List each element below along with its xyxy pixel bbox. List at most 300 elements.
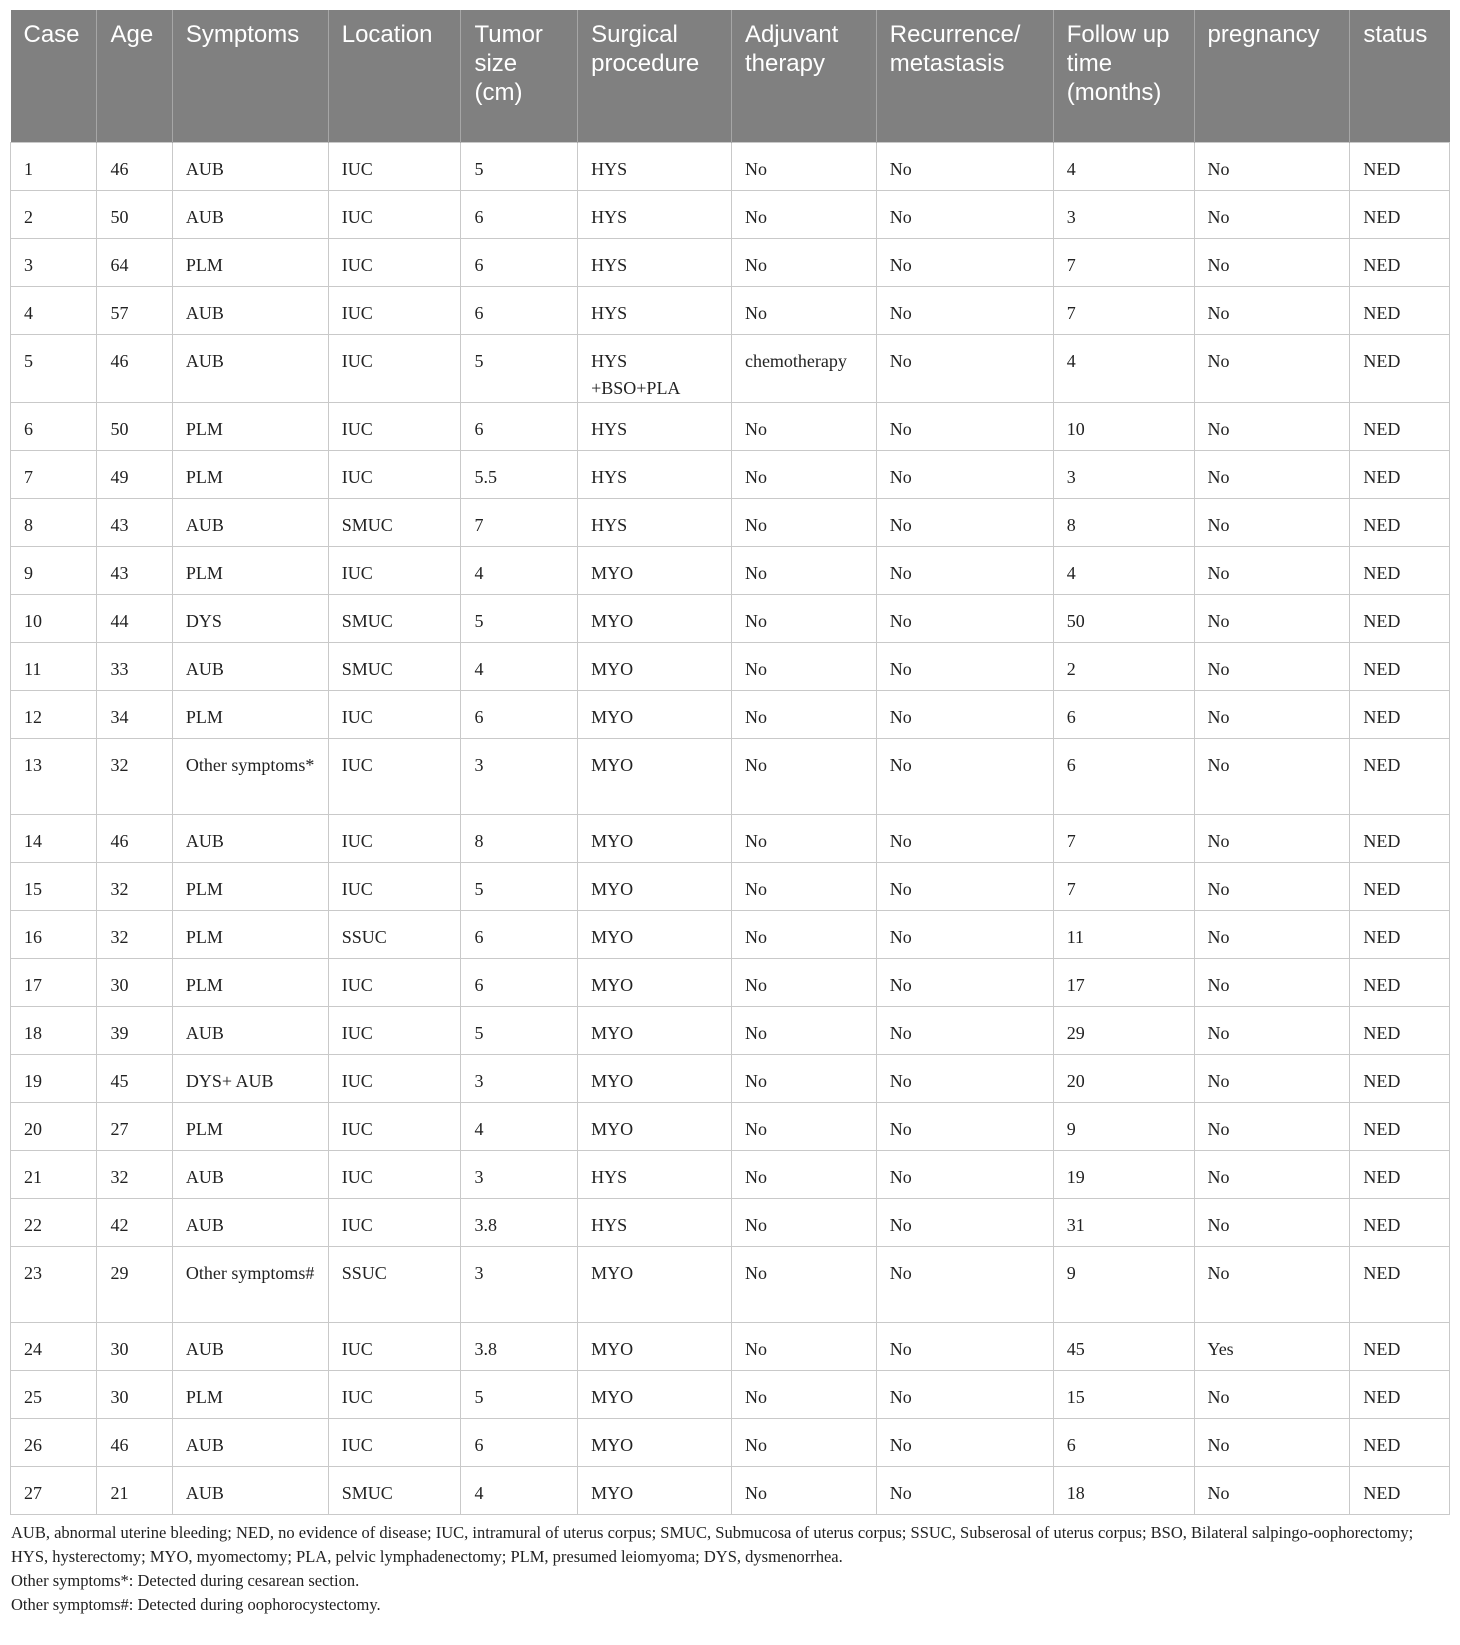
- cell-adjuvant-therapy: No: [731, 402, 876, 450]
- cell-case: 11: [11, 642, 97, 690]
- cell-tumor-size: 5: [461, 862, 578, 910]
- table-row: [11, 498, 1450, 546]
- cell-age: 46: [97, 814, 172, 862]
- header-follow-up-time: Follow up time (months): [1053, 10, 1194, 142]
- cell-follow-up-time: 31: [1053, 1198, 1194, 1246]
- cell-age: 50: [97, 402, 172, 450]
- cell-symptoms: PLM: [172, 958, 328, 1006]
- table-row: [11, 1198, 1450, 1246]
- cell-adjuvant-therapy: No: [731, 286, 876, 334]
- cell-surgical-procedure: MYO: [578, 1418, 732, 1466]
- cell-recurrence-metastasis: No: [876, 142, 1053, 190]
- cell-age: 33: [97, 642, 172, 690]
- cell-follow-up-time: 7: [1053, 862, 1194, 910]
- cell-recurrence-metastasis: No: [876, 910, 1053, 958]
- cell-follow-up-time: 15: [1053, 1370, 1194, 1418]
- cell-symptoms: AUB: [172, 1418, 328, 1466]
- table-row: [11, 910, 1450, 958]
- cell-location: IUC: [328, 1054, 461, 1102]
- footnote-other-symptoms-star: Other symptoms*: Detected during cesarean section.: [11, 1570, 360, 1590]
- cell-pregnancy: No: [1194, 690, 1350, 738]
- cell-age: 30: [97, 1322, 172, 1370]
- header-adjuvant-therapy: Adjuvant therapy: [731, 10, 876, 142]
- cell-case: 12: [11, 690, 97, 738]
- cell-status: NED: [1350, 1102, 1450, 1150]
- cell-surgical-procedure: HYS: [578, 238, 732, 286]
- footnote-abbreviations: AUB, abnormal uterine bleeding; NED, no evidence of disease; IUC, intramural of uterus corpus; SMUC, Submucosa of uterus corpus; SSUC, Subserosal of uterus corpus; BSO, Bilateral salpingo-oophorectomy; HYS, hysterectomy; MYO, myomectomy; PLA, pelvic lymphadenectomy; PLM, presumed leiomyoma; DYS, dysmenorrhea.: [11, 1522, 1414, 1566]
- cell-location: IUC: [328, 1370, 461, 1418]
- cell-follow-up-time: 9: [1053, 1102, 1194, 1150]
- cell-status: NED: [1350, 1466, 1450, 1514]
- cell-symptoms: AUB: [172, 498, 328, 546]
- cell-recurrence-metastasis: No: [876, 814, 1053, 862]
- cell-age: 32: [97, 1150, 172, 1198]
- cell-location: IUC: [328, 1198, 461, 1246]
- cell-tumor-size: 5: [461, 1370, 578, 1418]
- header-symptoms: Symptoms: [172, 10, 328, 142]
- cell-adjuvant-therapy: No: [731, 142, 876, 190]
- cell-symptoms: PLM: [172, 1370, 328, 1418]
- cell-case: 20: [11, 1102, 97, 1150]
- cell-pregnancy: No: [1194, 958, 1350, 1006]
- cell-tumor-size: 5: [461, 142, 578, 190]
- table-row: [11, 642, 1450, 690]
- table-row: [11, 546, 1450, 594]
- cell-surgical-procedure: HYS: [578, 1198, 732, 1246]
- cell-recurrence-metastasis: No: [876, 594, 1053, 642]
- cell-surgical-procedure: HYS: [578, 1150, 732, 1198]
- cell-surgical-procedure: HYS: [578, 142, 732, 190]
- table-row: [11, 238, 1450, 286]
- cell-status: NED: [1350, 286, 1450, 334]
- cell-recurrence-metastasis: No: [876, 546, 1053, 594]
- cell-adjuvant-therapy: No: [731, 1054, 876, 1102]
- cell-pregnancy: No: [1194, 1370, 1350, 1418]
- cell-pregnancy: No: [1194, 862, 1350, 910]
- cell-location: IUC: [328, 190, 461, 238]
- cell-tumor-size: 5: [461, 334, 578, 402]
- cell-recurrence-metastasis: No: [876, 1102, 1053, 1150]
- cell-pregnancy: No: [1194, 814, 1350, 862]
- cell-symptoms: PLM: [172, 546, 328, 594]
- case-table: [10, 10, 1450, 1515]
- cell-location: IUC: [328, 334, 461, 402]
- cell-age: 32: [97, 738, 172, 814]
- cell-recurrence-metastasis: No: [876, 642, 1053, 690]
- cell-surgical-procedure: HYS: [578, 498, 732, 546]
- cell-recurrence-metastasis: No: [876, 334, 1053, 402]
- cell-status: NED: [1350, 1006, 1450, 1054]
- cell-adjuvant-therapy: No: [731, 642, 876, 690]
- cell-recurrence-metastasis: No: [876, 1418, 1053, 1466]
- cell-recurrence-metastasis: No: [876, 190, 1053, 238]
- cell-adjuvant-therapy: No: [731, 1150, 876, 1198]
- cell-age: 34: [97, 690, 172, 738]
- cell-case: 22: [11, 1198, 97, 1246]
- cell-symptoms: AUB: [172, 814, 328, 862]
- cell-tumor-size: 5: [461, 1006, 578, 1054]
- cell-location: SMUC: [328, 594, 461, 642]
- cell-adjuvant-therapy: No: [731, 1198, 876, 1246]
- cell-pregnancy: No: [1194, 1054, 1350, 1102]
- cell-surgical-procedure: MYO: [578, 594, 732, 642]
- cell-adjuvant-therapy: No: [731, 1246, 876, 1322]
- cell-symptoms: DYS: [172, 594, 328, 642]
- cell-tumor-size: 6: [461, 958, 578, 1006]
- cell-surgical-procedure: MYO: [578, 642, 732, 690]
- footnote-other-symptoms-hash: Other symptoms#: Detected during oophorocystectomy.: [11, 1594, 381, 1614]
- cell-symptoms: AUB: [172, 1466, 328, 1514]
- cell-case: 23: [11, 1246, 97, 1322]
- cell-age: 29: [97, 1246, 172, 1322]
- cell-case: 18: [11, 1006, 97, 1054]
- cell-symptoms: AUB: [172, 334, 328, 402]
- cell-pregnancy: No: [1194, 594, 1350, 642]
- cell-symptoms: PLM: [172, 910, 328, 958]
- cell-symptoms: AUB: [172, 1150, 328, 1198]
- cell-pregnancy: No: [1194, 1150, 1350, 1198]
- cell-follow-up-time: 6: [1053, 690, 1194, 738]
- cell-location: IUC: [328, 450, 461, 498]
- header-recurrence-metastasis: Recurrence/ metastasis: [876, 10, 1053, 142]
- cell-age: 30: [97, 1370, 172, 1418]
- cell-case: 24: [11, 1322, 97, 1370]
- cell-pregnancy: No: [1194, 450, 1350, 498]
- cell-tumor-size: 6: [461, 690, 578, 738]
- cell-surgical-procedure: HYS: [578, 450, 732, 498]
- cell-case: 2: [11, 190, 97, 238]
- table-row: [11, 958, 1450, 1006]
- cell-adjuvant-therapy: No: [731, 814, 876, 862]
- cell-follow-up-time: 6: [1053, 738, 1194, 814]
- cell-symptoms: AUB: [172, 1006, 328, 1054]
- cell-recurrence-metastasis: No: [876, 1322, 1053, 1370]
- cell-pregnancy: No: [1194, 1246, 1350, 1322]
- cell-tumor-size: 4: [461, 1466, 578, 1514]
- cell-recurrence-metastasis: No: [876, 1246, 1053, 1322]
- cell-case: 5: [11, 334, 97, 402]
- cell-surgical-procedure: MYO: [578, 1246, 732, 1322]
- cell-symptoms: AUB: [172, 286, 328, 334]
- cell-surgical-procedure: MYO: [578, 546, 732, 594]
- table-row: [11, 1418, 1450, 1466]
- cell-follow-up-time: 9: [1053, 1246, 1194, 1322]
- cell-surgical-procedure: MYO: [578, 910, 732, 958]
- cell-tumor-size: 4: [461, 546, 578, 594]
- cell-status: NED: [1350, 1054, 1450, 1102]
- cell-case: 26: [11, 1418, 97, 1466]
- cell-symptoms: PLM: [172, 450, 328, 498]
- cell-age: 30: [97, 958, 172, 1006]
- cell-surgical-procedure: HYS +BSO+PLA: [578, 334, 732, 402]
- cell-location: IUC: [328, 958, 461, 1006]
- cell-case: 6: [11, 402, 97, 450]
- cell-follow-up-time: 10: [1053, 402, 1194, 450]
- cell-tumor-size: 6: [461, 402, 578, 450]
- cell-location: SMUC: [328, 1466, 461, 1514]
- cell-age: 27: [97, 1102, 172, 1150]
- cell-status: NED: [1350, 402, 1450, 450]
- cell-pregnancy: No: [1194, 1418, 1350, 1466]
- table-row: [11, 862, 1450, 910]
- table-row: [11, 402, 1450, 450]
- cell-follow-up-time: 8: [1053, 498, 1194, 546]
- cell-tumor-size: 6: [461, 190, 578, 238]
- header-tumor-size: Tumor size (cm): [461, 10, 578, 142]
- cell-location: IUC: [328, 1322, 461, 1370]
- cell-case: 8: [11, 498, 97, 546]
- cell-tumor-size: 3: [461, 1054, 578, 1102]
- cell-symptoms: AUB: [172, 1322, 328, 1370]
- cell-pregnancy: No: [1194, 402, 1350, 450]
- cell-adjuvant-therapy: No: [731, 450, 876, 498]
- cell-status: NED: [1350, 238, 1450, 286]
- cell-case: 7: [11, 450, 97, 498]
- cell-age: 46: [97, 334, 172, 402]
- cell-tumor-size: 6: [461, 286, 578, 334]
- cell-symptoms: PLM: [172, 862, 328, 910]
- cell-surgical-procedure: MYO: [578, 1370, 732, 1418]
- cell-recurrence-metastasis: No: [876, 1150, 1053, 1198]
- cell-symptoms: Other symptoms*: [172, 738, 328, 814]
- cell-pregnancy: No: [1194, 334, 1350, 402]
- cell-pregnancy: No: [1194, 910, 1350, 958]
- cell-location: IUC: [328, 402, 461, 450]
- cell-adjuvant-therapy: No: [731, 546, 876, 594]
- cell-age: 39: [97, 1006, 172, 1054]
- cell-follow-up-time: 3: [1053, 190, 1194, 238]
- cell-follow-up-time: 4: [1053, 334, 1194, 402]
- cell-recurrence-metastasis: No: [876, 958, 1053, 1006]
- cell-tumor-size: 5.5: [461, 450, 578, 498]
- cell-adjuvant-therapy: No: [731, 1322, 876, 1370]
- cell-case: 4: [11, 286, 97, 334]
- cell-follow-up-time: 19: [1053, 1150, 1194, 1198]
- cell-location: IUC: [328, 690, 461, 738]
- cell-surgical-procedure: HYS: [578, 402, 732, 450]
- cell-adjuvant-therapy: No: [731, 690, 876, 738]
- cell-case: 21: [11, 1150, 97, 1198]
- cell-status: NED: [1350, 546, 1450, 594]
- cell-adjuvant-therapy: No: [731, 1370, 876, 1418]
- cell-follow-up-time: 17: [1053, 958, 1194, 1006]
- cell-follow-up-time: 7: [1053, 238, 1194, 286]
- cell-age: 43: [97, 546, 172, 594]
- table-row: [11, 814, 1450, 862]
- cell-surgical-procedure: HYS: [578, 190, 732, 238]
- cell-tumor-size: 6: [461, 1418, 578, 1466]
- cell-status: NED: [1350, 958, 1450, 1006]
- cell-adjuvant-therapy: No: [731, 594, 876, 642]
- cell-status: NED: [1350, 594, 1450, 642]
- cell-symptoms: AUB: [172, 142, 328, 190]
- cell-location: IUC: [328, 1006, 461, 1054]
- cell-pregnancy: No: [1194, 1006, 1350, 1054]
- cell-surgical-procedure: MYO: [578, 1102, 732, 1150]
- cell-recurrence-metastasis: No: [876, 238, 1053, 286]
- cell-tumor-size: 6: [461, 238, 578, 286]
- cell-adjuvant-therapy: No: [731, 1418, 876, 1466]
- cell-status: NED: [1350, 814, 1450, 862]
- cell-pregnancy: No: [1194, 1466, 1350, 1514]
- document-page: [10, 10, 1450, 1617]
- cell-follow-up-time: 45: [1053, 1322, 1194, 1370]
- cell-tumor-size: 7: [461, 498, 578, 546]
- cell-status: NED: [1350, 690, 1450, 738]
- cell-location: SSUC: [328, 1246, 461, 1322]
- cell-location: SMUC: [328, 498, 461, 546]
- cell-tumor-size: 6: [461, 910, 578, 958]
- cell-case: 15: [11, 862, 97, 910]
- cell-follow-up-time: 4: [1053, 142, 1194, 190]
- table-row: [11, 1322, 1450, 1370]
- cell-age: 46: [97, 1418, 172, 1466]
- cell-location: IUC: [328, 1102, 461, 1150]
- cell-case: 13: [11, 738, 97, 814]
- cell-status: NED: [1350, 1418, 1450, 1466]
- cell-status: NED: [1350, 1370, 1450, 1418]
- cell-recurrence-metastasis: No: [876, 862, 1053, 910]
- table-row: [11, 1054, 1450, 1102]
- cell-case: 17: [11, 958, 97, 1006]
- cell-adjuvant-therapy: No: [731, 190, 876, 238]
- table-body: [11, 142, 1450, 1514]
- cell-status: NED: [1350, 450, 1450, 498]
- cell-symptoms: AUB: [172, 190, 328, 238]
- header-pregnancy: pregnancy: [1194, 10, 1350, 142]
- cell-recurrence-metastasis: No: [876, 402, 1053, 450]
- cell-status: NED: [1350, 1198, 1450, 1246]
- cell-pregnancy: No: [1194, 142, 1350, 190]
- cell-tumor-size: 3: [461, 1246, 578, 1322]
- cell-age: 49: [97, 450, 172, 498]
- table-row: [11, 594, 1450, 642]
- cell-age: 44: [97, 594, 172, 642]
- cell-age: 45: [97, 1054, 172, 1102]
- cell-recurrence-metastasis: No: [876, 1006, 1053, 1054]
- cell-case: 3: [11, 238, 97, 286]
- cell-status: NED: [1350, 498, 1450, 546]
- cell-pregnancy: No: [1194, 286, 1350, 334]
- cell-status: NED: [1350, 738, 1450, 814]
- cell-recurrence-metastasis: No: [876, 498, 1053, 546]
- cell-status: NED: [1350, 190, 1450, 238]
- cell-follow-up-time: 2: [1053, 642, 1194, 690]
- cell-tumor-size: 4: [461, 1102, 578, 1150]
- cell-tumor-size: 3: [461, 1150, 578, 1198]
- cell-case: 19: [11, 1054, 97, 1102]
- cell-symptoms: PLM: [172, 690, 328, 738]
- table-row: [11, 190, 1450, 238]
- cell-surgical-procedure: MYO: [578, 1322, 732, 1370]
- cell-follow-up-time: 7: [1053, 286, 1194, 334]
- header-row: [11, 10, 1450, 142]
- header-location: Location: [328, 10, 461, 142]
- table-footnotes: [10, 1521, 1451, 1617]
- table-header: [11, 10, 1450, 142]
- cell-location: SMUC: [328, 642, 461, 690]
- cell-adjuvant-therapy: No: [731, 1006, 876, 1054]
- cell-recurrence-metastasis: No: [876, 286, 1053, 334]
- cell-recurrence-metastasis: No: [876, 1198, 1053, 1246]
- cell-adjuvant-therapy: chemotherapy: [731, 334, 876, 402]
- header-status: status: [1350, 10, 1450, 142]
- table-row: [11, 1246, 1450, 1322]
- cell-follow-up-time: 4: [1053, 546, 1194, 594]
- cell-adjuvant-therapy: No: [731, 738, 876, 814]
- cell-symptoms: DYS+ AUB: [172, 1054, 328, 1102]
- cell-status: NED: [1350, 1246, 1450, 1322]
- cell-follow-up-time: 6: [1053, 1418, 1194, 1466]
- cell-location: IUC: [328, 1150, 461, 1198]
- cell-follow-up-time: 29: [1053, 1006, 1194, 1054]
- cell-age: 64: [97, 238, 172, 286]
- cell-recurrence-metastasis: No: [876, 690, 1053, 738]
- cell-recurrence-metastasis: No: [876, 1466, 1053, 1514]
- table-row: [11, 1102, 1450, 1150]
- table-row: [11, 1370, 1450, 1418]
- cell-adjuvant-therapy: No: [731, 1102, 876, 1150]
- cell-location: IUC: [328, 1418, 461, 1466]
- cell-case: 10: [11, 594, 97, 642]
- cell-pregnancy: Yes: [1194, 1322, 1350, 1370]
- cell-status: NED: [1350, 1150, 1450, 1198]
- cell-recurrence-metastasis: No: [876, 1370, 1053, 1418]
- cell-age: 57: [97, 286, 172, 334]
- cell-follow-up-time: 18: [1053, 1466, 1194, 1514]
- table-row: [11, 1150, 1450, 1198]
- cell-adjuvant-therapy: No: [731, 862, 876, 910]
- cell-age: 21: [97, 1466, 172, 1514]
- table-row: [11, 690, 1450, 738]
- table-row: [11, 450, 1450, 498]
- cell-recurrence-metastasis: No: [876, 1054, 1053, 1102]
- cell-pregnancy: No: [1194, 1102, 1350, 1150]
- cell-case: 1: [11, 142, 97, 190]
- cell-case: 9: [11, 546, 97, 594]
- cell-surgical-procedure: MYO: [578, 690, 732, 738]
- cell-adjuvant-therapy: No: [731, 910, 876, 958]
- cell-age: 42: [97, 1198, 172, 1246]
- cell-surgical-procedure: MYO: [578, 958, 732, 1006]
- cell-location: IUC: [328, 814, 461, 862]
- cell-location: IUC: [328, 738, 461, 814]
- cell-surgical-procedure: MYO: [578, 738, 732, 814]
- table-row: [11, 738, 1450, 814]
- cell-case: 14: [11, 814, 97, 862]
- cell-follow-up-time: 50: [1053, 594, 1194, 642]
- cell-symptoms: AUB: [172, 1198, 328, 1246]
- table-row: [11, 334, 1450, 402]
- header-case: Case: [11, 10, 97, 142]
- cell-pregnancy: No: [1194, 1198, 1350, 1246]
- cell-pregnancy: No: [1194, 190, 1350, 238]
- cell-tumor-size: 3.8: [461, 1198, 578, 1246]
- cell-pregnancy: No: [1194, 498, 1350, 546]
- cell-surgical-procedure: MYO: [578, 1466, 732, 1514]
- cell-location: IUC: [328, 546, 461, 594]
- header-surgical-procedure: Surgical procedure: [578, 10, 732, 142]
- cell-pregnancy: No: [1194, 546, 1350, 594]
- cell-adjuvant-therapy: No: [731, 1466, 876, 1514]
- cell-follow-up-time: 11: [1053, 910, 1194, 958]
- cell-symptoms: PLM: [172, 1102, 328, 1150]
- table-row: [11, 1466, 1450, 1514]
- cell-surgical-procedure: MYO: [578, 814, 732, 862]
- cell-symptoms: PLM: [172, 402, 328, 450]
- cell-status: NED: [1350, 642, 1450, 690]
- cell-surgical-procedure: HYS: [578, 286, 732, 334]
